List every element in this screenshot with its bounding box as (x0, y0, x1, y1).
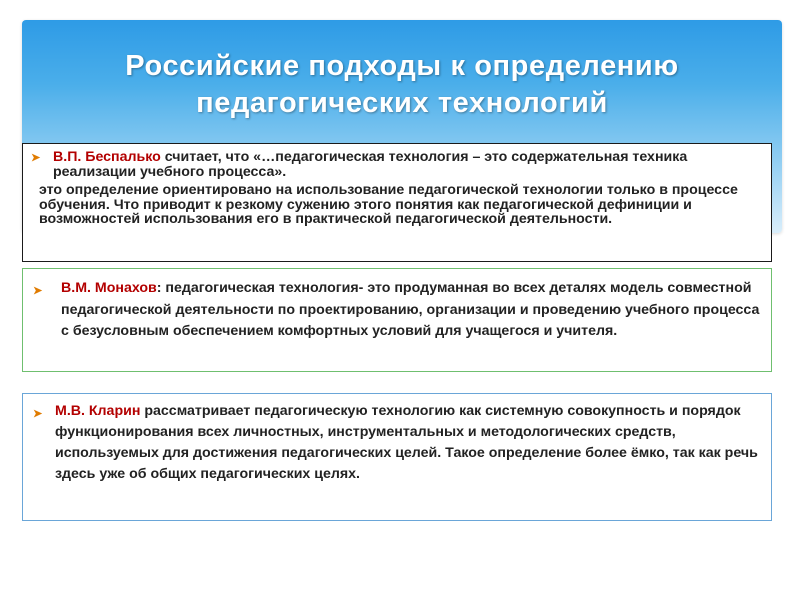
monakhov-definition: : педагогическая технология- это продуманная во всех деталях модель совместной педагогической деятельности по проектированию, организации и проведению учебного процесса с безусловным обеспечением комфортных условий для учащегося и учителя. (61, 280, 760, 339)
monakhov-statement (55, 278, 761, 343)
author-name-monakhov: В.М. Монахов (61, 280, 157, 296)
author-name-bespalko: В.П. Беспалько (53, 149, 161, 165)
slide-title-line-2: педагогических технологий (196, 87, 608, 119)
monakhov-definition-box (22, 268, 772, 372)
bespalko-bullet-row (31, 150, 763, 179)
klarin-definition: рассматривает педагогическую технологию как системную совокупность и порядок функционирования всех личностных, инструментальных и методологических средств, используемых для достижения педагогических целей. Такое определение более ёмко, так как речь здесь уже об общих педагогических целях. (55, 403, 758, 482)
bespalko-definition-box (22, 143, 772, 262)
slide-title-line-1: Российские подходы к определению (125, 50, 679, 82)
author-name-klarin: М.В. Кларин (55, 403, 141, 419)
bullet-arrow-icon: ➤ (33, 408, 43, 420)
slide-title (22, 48, 782, 122)
bespalko-commentary: это определение ориентировано на использование педагогической технологии только в процессе обучения. Что приводит к резкому сужению этого понятия как педагогической дефиниции и возможностей использования его в практической педагогической деятельности. (39, 182, 738, 227)
bullet-arrow-icon: ➤ (33, 285, 43, 297)
klarin-statement (55, 401, 761, 485)
monakhov-bullet-row (33, 278, 761, 343)
bullet-arrow-icon: ➤ (31, 152, 41, 164)
bespalko-statement (53, 150, 763, 179)
klarin-definition-box (22, 393, 772, 521)
klarin-bullet-row (33, 401, 761, 485)
bespalko-quote: считает, что «…педагогическая технология – это содержательная техника реализации учебного процесса». (53, 149, 688, 180)
